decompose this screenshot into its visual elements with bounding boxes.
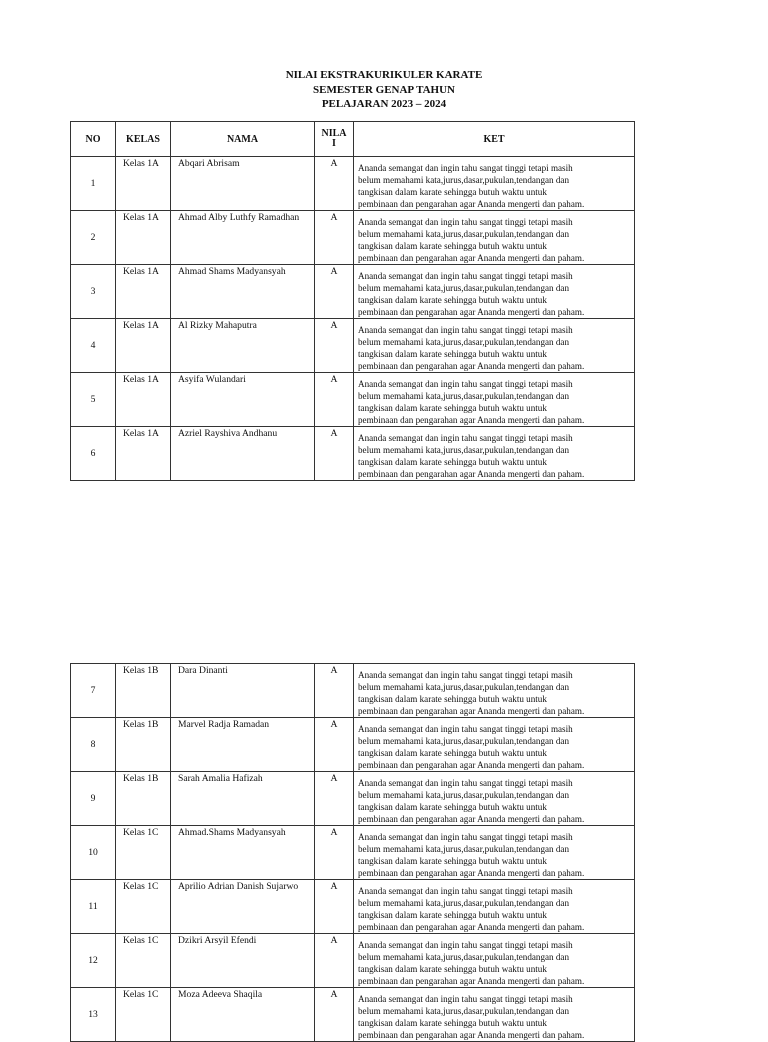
row-number: 2 xyxy=(71,211,116,265)
ket-line: Ananda semangat dan ingin tahu sangat tinggi tetapi masih xyxy=(358,217,573,227)
row-ket xyxy=(354,772,635,826)
ket-line: tangkisan dalam karate sehingga butuh waktu untuk xyxy=(358,295,547,305)
title-line-3: PELAJARAN 2023 – 2024 xyxy=(321,98,447,110)
row-nama: Ahmad Alby Luthfy Ramadhan xyxy=(171,211,315,265)
table-row xyxy=(71,427,635,481)
row-kelas: Kelas 1A xyxy=(116,373,171,427)
row-kelas: Kelas 1A xyxy=(116,265,171,319)
row-ket xyxy=(354,826,635,880)
ket-line: pembinaan dan pengarahan agar Ananda mengerti dan paham. xyxy=(358,922,585,932)
table-row xyxy=(71,826,635,880)
ket-line: pembinaan dan pengarahan agar Ananda mengerti dan paham. xyxy=(358,976,585,986)
ket-line: belum memahami kata,jurus,dasar,pukulan,tendangan dan xyxy=(358,283,569,293)
table-row xyxy=(71,718,635,772)
row-nilai: A xyxy=(315,265,354,319)
row-nilai: A xyxy=(315,427,354,481)
row-ket xyxy=(354,988,635,1042)
ket-line: belum memahami kata,jurus,dasar,pukulan,tendangan dan xyxy=(358,445,569,455)
ket-line: pembinaan dan pengarahan agar Ananda mengerti dan paham. xyxy=(358,415,585,425)
ket-line: tangkisan dalam karate sehingga butuh waktu untuk xyxy=(358,694,547,704)
ket-line: tangkisan dalam karate sehingga butuh waktu untuk xyxy=(358,856,547,866)
ket-line: pembinaan dan pengarahan agar Ananda mengerti dan paham. xyxy=(358,199,585,209)
header-nilai xyxy=(315,122,354,157)
grades-table-2 xyxy=(70,663,635,1042)
ket-line: pembinaan dan pengarahan agar Ananda mengerti dan paham. xyxy=(358,469,585,479)
row-nama: Asyifa Wulandari xyxy=(171,373,315,427)
table-row xyxy=(71,157,635,211)
ket-line: tangkisan dalam karate sehingga butuh waktu untuk xyxy=(358,964,547,974)
ket-line: belum memahami kata,jurus,dasar,pukulan,tendangan dan xyxy=(358,337,569,347)
row-nama: Dara Dinanti xyxy=(171,664,315,718)
row-kelas: Kelas 1B xyxy=(116,718,171,772)
row-number: 6 xyxy=(71,427,116,481)
header-nilai-line-1: NILA xyxy=(321,128,347,139)
row-ket xyxy=(354,880,635,934)
table-row xyxy=(71,772,635,826)
table-row xyxy=(71,265,635,319)
ket-line: belum memahami kata,jurus,dasar,pukulan,tendangan dan xyxy=(358,898,569,908)
row-nilai: A xyxy=(315,772,354,826)
row-number: 7 xyxy=(71,664,116,718)
header-nama: NAMA xyxy=(171,122,315,157)
row-ket xyxy=(354,373,635,427)
ket-line: Ananda semangat dan ingin tahu sangat tinggi tetapi masih xyxy=(358,940,573,950)
row-nama: Moza Adeeva Shaqila xyxy=(171,988,315,1042)
ket-line: Ananda semangat dan ingin tahu sangat tinggi tetapi masih xyxy=(358,994,573,1004)
ket-line: belum memahami kata,jurus,dasar,pukulan,tendangan dan xyxy=(358,682,569,692)
row-kelas: Kelas 1A xyxy=(116,319,171,373)
row-ket xyxy=(354,718,635,772)
table-row xyxy=(71,988,635,1042)
ket-line: pembinaan dan pengarahan agar Ananda mengerti dan paham. xyxy=(358,307,585,317)
row-nama: Ahmad.Shams Madyansyah xyxy=(171,826,315,880)
row-kelas: Kelas 1C xyxy=(116,880,171,934)
row-number: 5 xyxy=(71,373,116,427)
table-header-row xyxy=(71,122,635,157)
ket-line: Ananda semangat dan ingin tahu sangat tinggi tetapi masih xyxy=(358,379,573,389)
ket-line: pembinaan dan pengarahan agar Ananda mengerti dan paham. xyxy=(358,253,585,263)
row-nilai: A xyxy=(315,934,354,988)
row-nilai: A xyxy=(315,988,354,1042)
row-number: 11 xyxy=(71,880,116,934)
ket-line: pembinaan dan pengarahan agar Ananda mengerti dan paham. xyxy=(358,868,585,878)
row-ket xyxy=(354,427,635,481)
ket-line: Ananda semangat dan ingin tahu sangat tinggi tetapi masih xyxy=(358,724,573,734)
row-nama: Al Rizky Mahaputra xyxy=(171,319,315,373)
row-nama: Abqari Abrisam xyxy=(171,157,315,211)
row-kelas: Kelas 1C xyxy=(116,934,171,988)
row-nama: Dzikri Arsyil Efendi xyxy=(171,934,315,988)
ket-line: Ananda semangat dan ingin tahu sangat tinggi tetapi masih xyxy=(358,433,573,443)
ket-line: belum memahami kata,jurus,dasar,pukulan,tendangan dan xyxy=(358,391,569,401)
ket-line: Ananda semangat dan ingin tahu sangat tinggi tetapi masih xyxy=(358,670,573,680)
ket-line: Ananda semangat dan ingin tahu sangat tinggi tetapi masih xyxy=(358,325,573,335)
row-nilai: A xyxy=(315,664,354,718)
ket-line: pembinaan dan pengarahan agar Ananda mengerti dan paham. xyxy=(358,814,585,824)
row-number: 3 xyxy=(71,265,116,319)
ket-line: tangkisan dalam karate sehingga butuh waktu untuk xyxy=(358,349,547,359)
table-row xyxy=(71,664,635,718)
header-nilai-line-2: I xyxy=(332,138,336,149)
row-nama: Aprilio Adrian Danish Sujarwo xyxy=(171,880,315,934)
row-number: 10 xyxy=(71,826,116,880)
row-kelas: Kelas 1A xyxy=(116,427,171,481)
row-number: 8 xyxy=(71,718,116,772)
row-kelas: Kelas 1A xyxy=(116,211,171,265)
ket-line: tangkisan dalam karate sehingga butuh waktu untuk xyxy=(358,241,547,251)
ket-line: tangkisan dalam karate sehingga butuh waktu untuk xyxy=(358,802,547,812)
ket-line: tangkisan dalam karate sehingga butuh waktu untuk xyxy=(358,1018,547,1028)
ket-line: tangkisan dalam karate sehingga butuh waktu untuk xyxy=(358,187,547,197)
row-ket xyxy=(354,211,635,265)
row-nilai: A xyxy=(315,373,354,427)
row-nilai: A xyxy=(315,211,354,265)
ket-line: Ananda semangat dan ingin tahu sangat tinggi tetapi masih xyxy=(358,886,573,896)
row-kelas: Kelas 1A xyxy=(116,157,171,211)
table-row xyxy=(71,373,635,427)
row-nilai: A xyxy=(315,880,354,934)
header-no: NO xyxy=(71,122,116,157)
table-row xyxy=(71,211,635,265)
table-row xyxy=(71,934,635,988)
row-ket xyxy=(354,157,635,211)
ket-line: belum memahami kata,jurus,dasar,pukulan,tendangan dan xyxy=(358,736,569,746)
row-ket xyxy=(354,664,635,718)
row-number: 9 xyxy=(71,772,116,826)
header-ket: KET xyxy=(354,122,635,157)
row-kelas: Kelas 1B xyxy=(116,664,171,718)
row-ket xyxy=(354,319,635,373)
row-kelas: Kelas 1B xyxy=(116,772,171,826)
row-number: 1 xyxy=(71,157,116,211)
row-nama: Azriel Rayshiva Andhanu xyxy=(171,427,315,481)
ket-line: pembinaan dan pengarahan agar Ananda mengerti dan paham. xyxy=(358,1030,585,1040)
ket-line: tangkisan dalam karate sehingga butuh waktu untuk xyxy=(358,748,547,758)
title-line-1: NILAI EKSTRAKURIKULER KARATE xyxy=(285,69,483,81)
row-nilai: A xyxy=(315,157,354,211)
ket-line: pembinaan dan pengarahan agar Ananda mengerti dan paham. xyxy=(358,706,585,716)
ket-line: Ananda semangat dan ingin tahu sangat tinggi tetapi masih xyxy=(358,271,573,281)
row-ket xyxy=(354,934,635,988)
ket-line: Ananda semangat dan ingin tahu sangat tinggi tetapi masih xyxy=(358,832,573,842)
row-kelas: Kelas 1C xyxy=(116,988,171,1042)
ket-line: tangkisan dalam karate sehingga butuh waktu untuk xyxy=(358,910,547,920)
header-kelas: KELAS xyxy=(116,122,171,157)
ket-line: belum memahami kata,jurus,dasar,pukulan,tendangan dan xyxy=(358,175,569,185)
ket-line: Ananda semangat dan ingin tahu sangat tinggi tetapi masih xyxy=(358,163,573,173)
row-number: 13 xyxy=(71,988,116,1042)
ket-line: pembinaan dan pengarahan agar Ananda mengerti dan paham. xyxy=(358,760,585,770)
ket-line: belum memahami kata,jurus,dasar,pukulan,tendangan dan xyxy=(358,1006,569,1016)
ket-line: tangkisan dalam karate sehingga butuh waktu untuk xyxy=(358,457,547,467)
title-line-2: SEMESTER GENAP TAHUN xyxy=(312,83,455,96)
ket-line: pembinaan dan pengarahan agar Ananda mengerti dan paham. xyxy=(358,361,585,371)
row-number: 4 xyxy=(71,319,116,373)
table-row xyxy=(71,880,635,934)
table-row xyxy=(71,319,635,373)
ket-line: belum memahami kata,jurus,dasar,pukulan,tendangan dan xyxy=(358,790,569,800)
row-ket xyxy=(354,265,635,319)
ket-line: tangkisan dalam karate sehingga butuh waktu untuk xyxy=(358,403,547,413)
row-nama: Marvel Radja Ramadan xyxy=(171,718,315,772)
row-nama: Ahmad Shams Madyansyah xyxy=(171,265,315,319)
row-nama: Sarah Amalia Hafizah xyxy=(171,772,315,826)
ket-line: belum memahami kata,jurus,dasar,pukulan,tendangan dan xyxy=(358,952,569,962)
row-nilai: A xyxy=(315,826,354,880)
row-nilai: A xyxy=(315,718,354,772)
ket-line: belum memahami kata,jurus,dasar,pukulan,tendangan dan xyxy=(358,844,569,854)
grades-table-1 xyxy=(70,121,635,481)
row-nilai: A xyxy=(315,319,354,373)
row-number: 12 xyxy=(71,934,116,988)
ket-line: belum memahami kata,jurus,dasar,pukulan,tendangan dan xyxy=(358,229,569,239)
document-title xyxy=(0,68,768,112)
ket-line: Ananda semangat dan ingin tahu sangat tinggi tetapi masih xyxy=(358,778,573,788)
row-kelas: Kelas 1C xyxy=(116,826,171,880)
